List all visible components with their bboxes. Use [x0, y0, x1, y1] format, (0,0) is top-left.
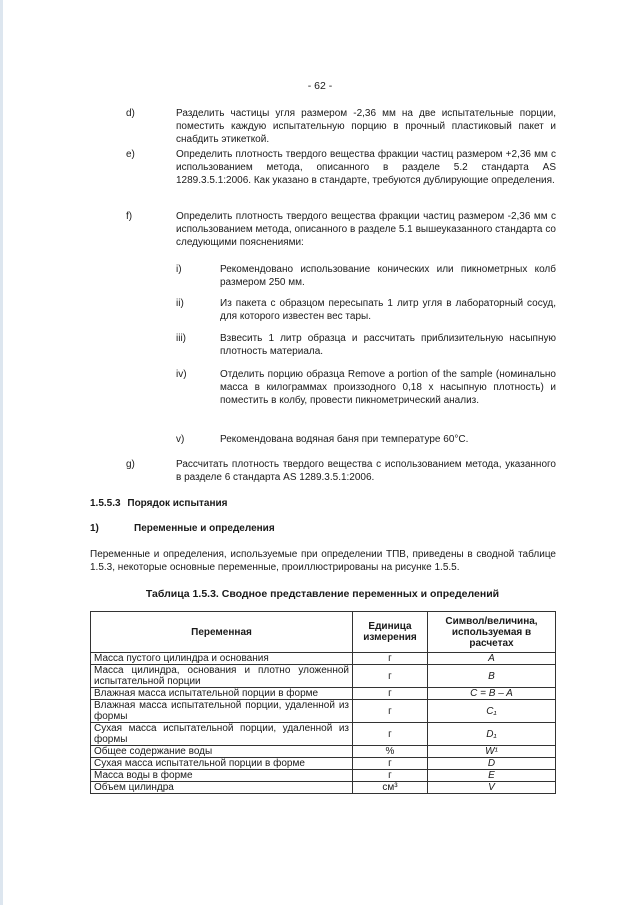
cell-unit: г: [353, 665, 428, 688]
table-row: [91, 770, 556, 782]
cell-symbol: D₁: [428, 723, 556, 746]
table-row: [91, 653, 556, 665]
list-label: e): [126, 149, 135, 160]
table-header-row: [91, 612, 556, 653]
list-text: Определить плотность твердого вещества фракции частиц размером -2,36 мм с использованием метода, описанного в разделе 5.1 вышеуказанного стандарта со следующими пояснениями:: [176, 211, 556, 248]
list-text: Рассчитать плотность твердого вещества с использованием метода, указанного в разделе 6 стандарта AS 1289.3.5.1:2006.: [176, 459, 556, 483]
cell-variable: Масса цилиндра, основания и плотно уложенной испытательной порции: [91, 665, 353, 688]
sub-label: v): [176, 434, 185, 445]
sub-text: Рекомендована водяная баня при температуре 60°C.: [220, 434, 469, 445]
table-row: [91, 782, 556, 794]
cell-variable: Влажная масса испытательной порции в форме: [91, 688, 353, 700]
list-label: f): [126, 211, 133, 222]
section-number: 1.5.5.3: [90, 498, 121, 509]
table-row: [91, 746, 556, 758]
sub-text: Взвесить 1 литр образца и рассчитать приблизительную насыпную плотность материала.: [220, 333, 556, 357]
cell-unit: г: [353, 723, 428, 746]
body-paragraph: Переменные и определения, используемые при определении ТПВ, приведены в сводной таблице 1.5.3, некоторые основные переменные, проиллюстрированы на рисунке 1.5.5.: [90, 549, 556, 573]
sub-item-iii: [176, 332, 556, 358]
header-unit: Единица измерения: [353, 612, 428, 653]
sub-item-iv: [176, 368, 556, 407]
list-text: Определить плотность твердого вещества фракции частиц размером +2,36 мм с использованием метода, описанного в разделе 5.2 стандарта AS 1289.3.5.1:2006. Как указано в стандарте, требуются дублирующие определения.: [176, 149, 556, 186]
cell-variable: Сухая масса испытательной порции в форме: [91, 758, 353, 770]
page-edge: [0, 0, 3, 905]
table-row: [91, 758, 556, 770]
cell-symbol: D: [428, 758, 556, 770]
subsection-heading: [90, 522, 555, 535]
sub-item-v: [176, 433, 556, 446]
page-number: - 62 -: [307, 80, 333, 92]
cell-unit: см³: [353, 782, 428, 794]
cell-symbol: C₁: [428, 700, 556, 723]
cell-unit: г: [353, 700, 428, 723]
variables-table: [90, 611, 556, 794]
subsection-title: Переменные и определения: [134, 523, 275, 534]
table-row: [91, 688, 556, 700]
table-row: [91, 723, 556, 746]
sub-item-i: [176, 263, 556, 289]
cell-symbol: C = B – A: [428, 688, 556, 700]
sub-label: i): [176, 264, 182, 275]
sub-text: Рекомендовано использование конических или пикнометрных колб размером 250 мм.: [220, 264, 556, 288]
table-row: [91, 665, 556, 688]
cell-variable: Масса воды в форме: [91, 770, 353, 782]
list-label: g): [126, 459, 135, 470]
list-item-e: [126, 148, 556, 187]
list-item-d: [126, 107, 556, 146]
cell-unit: г: [353, 688, 428, 700]
header-symbol: Символ/величина, используемая в расчетах: [428, 612, 556, 653]
sub-label: ii): [176, 298, 184, 309]
cell-symbol: B: [428, 665, 556, 688]
section-heading: [90, 497, 555, 510]
list-label: d): [126, 108, 135, 119]
list-text: Разделить частицы угля размером -2,36 мм на две испытательные порции, поместить каждую испытательную порцию в прочный пластиковый пакет и снабдить этикеткой.: [176, 108, 556, 145]
cell-symbol: V: [428, 782, 556, 794]
list-item-f: [126, 210, 556, 249]
cell-unit: %: [353, 746, 428, 758]
cell-variable: Масса пустого цилиндра и основания: [91, 653, 353, 665]
cell-variable: Общее содержание воды: [91, 746, 353, 758]
cell-symbol: A: [428, 653, 556, 665]
sub-label: iv): [176, 369, 187, 380]
cell-symbol: W¹: [428, 746, 556, 758]
sub-text: Отделить порцию образца Remove a portion of the sample (номинально масса в килограммах произзодного 0,18 х насыпную плотность) и поместить в колбу, провести пикнометрический анализ.: [220, 369, 556, 406]
list-item-g: [126, 458, 556, 484]
cell-variable: Сухая масса испытательной порции, удаленной из формы: [91, 723, 353, 746]
cell-variable: Влажная масса испытательной порции, удаленной из формы: [91, 700, 353, 723]
sub-item-ii: [176, 297, 556, 323]
cell-unit: г: [353, 653, 428, 665]
header-variable: Переменная: [91, 612, 353, 653]
table-row: [91, 700, 556, 723]
sub-text: Из пакета с образцом пересыпать 1 литр угля в лабораторный сосуд, для которого известен вес тары.: [220, 298, 556, 322]
subsection-number: 1): [90, 523, 99, 534]
cell-symbol: E: [428, 770, 556, 782]
cell-unit: г: [353, 758, 428, 770]
cell-unit: г: [353, 770, 428, 782]
sub-label: iii): [176, 333, 186, 344]
section-title: Порядок испытания: [127, 498, 228, 509]
cell-variable: Объем цилиндра: [91, 782, 353, 794]
table-caption: Таблица 1.5.3. Сводное представление переменных и определений: [145, 588, 500, 600]
